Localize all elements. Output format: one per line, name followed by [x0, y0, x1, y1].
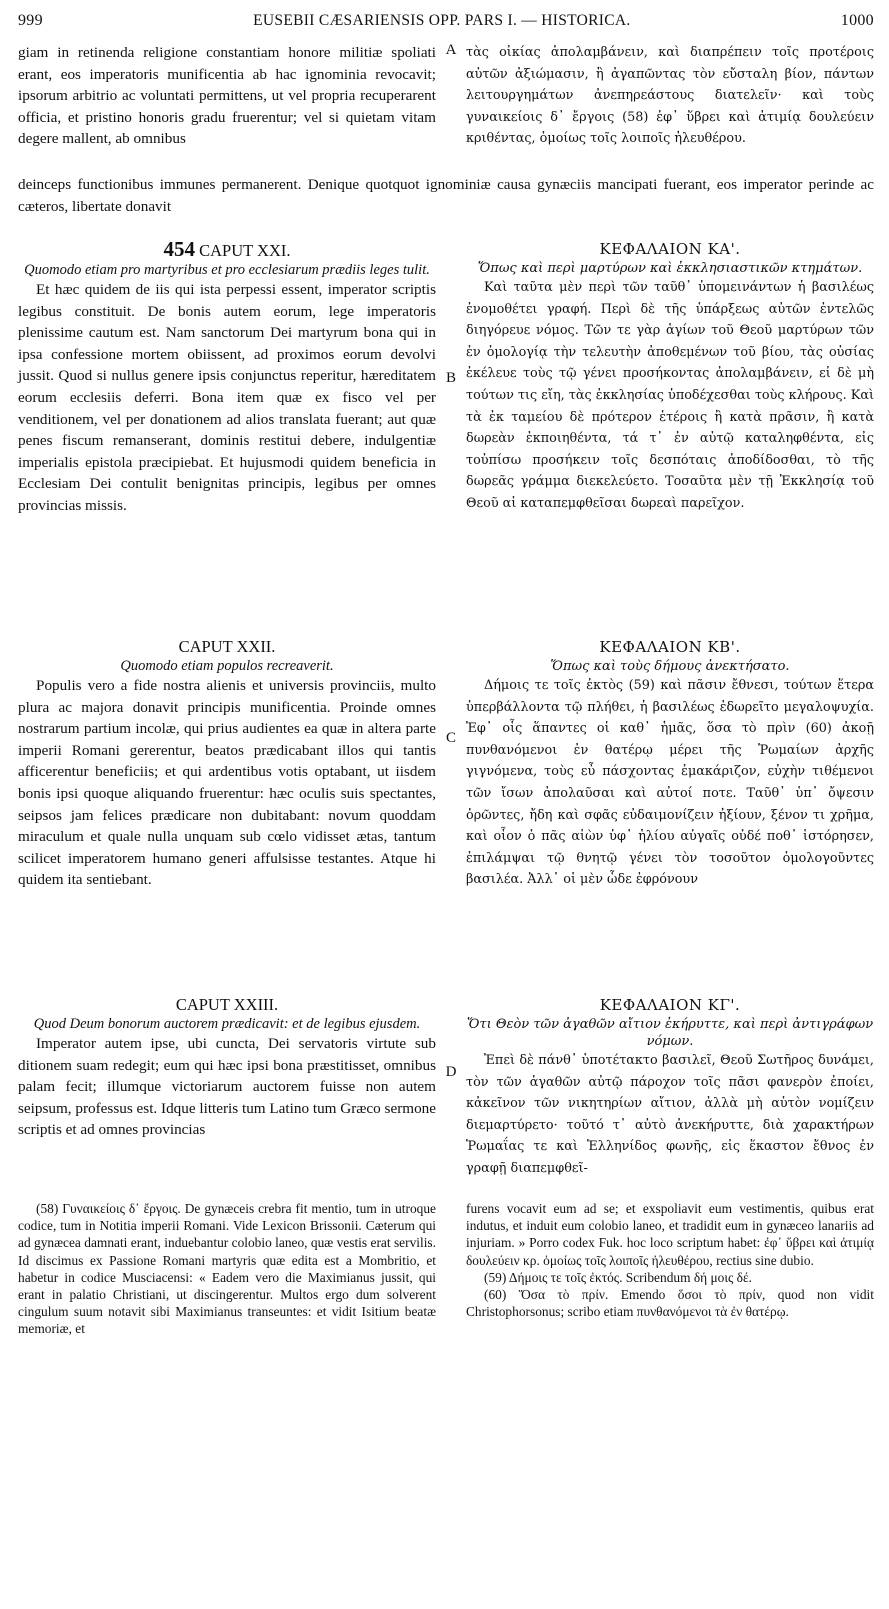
latin-ch23	[18, 990, 436, 1141]
greek-ch21-subtitle: Ὅπως καὶ περὶ μαρτύρων καὶ ἐκκλησιαστικῶν κτημάτων.	[477, 261, 863, 276]
greek-ch21-heading: ΚΕΦΑΛΑΙΟΝ ΚΑ'.	[599, 240, 741, 258]
greek-ch23-body: Ἐπεὶ δὲ πάνθ᾿ ὑποτέτακτο βασιλεῖ, Θεοῦ Σωτῆρος δυνάμει, τὸν τῶν ἀγαθῶν αὐτῷ πάροχον τοῖς πᾶσι φανερὸν ἐποίει, κἀκεῖνον τῶν νικητηρίων αἴτιον, ἀλλὰ μὴ αὑτὸν νομίζειν διεμαρτύρετο· τοῦτό τ᾿ αὐτὸ ἀνεκήρυττε, διὰ χαρακτήρων Ῥωμαΐας τε καὶ Ἑλληνίδος φωνῆς, εἰς ἕκαστον ἔθνος ἐν γραφῇ διαπεμφθεῖ-	[466, 1053, 874, 1176]
latin-ch21-subtitle: Quomodo etiam pro martyribus et pro ecclesiarum prædiis leges tulit.	[24, 262, 430, 278]
greek-top	[466, 42, 874, 150]
greek-ch21-body: Καὶ ταῦτα μὲν περὶ τῶν ταῦθ᾿ ὑπομεινάντων ἡ βασιλέως ἐνομοθέτει γραφή. Περὶ δὲ τῆς ὑπάρξεως αὐτῶν ἐντελῶς διηγόρευε νόμος. Τῶν τε γὰρ ἁγίων τοῦ Θεοῦ μαρτύρων τῶν ἐν ὁμολογίᾳ τὴν τελευτὴν ἀποθεμένων τοῦ βίου, τὰς οὐσίας ἐκέλευε τοὺς τῷ γένει προσήκοντας ἀπολαμβάνειν, εἰ δὲ μὴ τούτων τις εἴη, τὰς ἐκκλησίας ὑποδέχεσθαι τοὺς κλήρους. Καὶ τὰ ἐκ ταμείου δὲ πρότερον ἑτέροις ἢ κατὰ πρᾶσιν, ἢ κατὰ δωρεὰν ἐκποιηθέντα, τά τ᾿ ἐν αὐτῷ καταληφθέντα, εἰς τοὐπίσω προσήκειν τοῖς δεσπόταις ἀποδίδοσθαι, τὸ τῆς δωρεᾶς γράμμα διεκελεύετο. Τοσαῦτα μὲν τῇ Ἐκκλησίᾳ τοῦ Θεοῦ αἱ καταπεμφθεῖσαι δωρεαὶ παρεῖχον.	[466, 280, 874, 511]
page-header	[18, 12, 874, 30]
latin-ch21-title: CAPUT XXI.	[199, 241, 291, 260]
section-number: 454	[163, 237, 195, 261]
margin-letter-b: B	[445, 370, 456, 386]
footnote-60: (60) Ὅσα τὸ πρίν. Emendo ὅσοι τὸ πρίν, quod non vidit Christophorsonus; scribo etiam πυνθανόμενοι τὰ ἐν θατέρῳ.	[466, 1287, 874, 1320]
latin-ch21-heading	[18, 238, 436, 262]
latin-top-text: giam in retinenda religione constantiam honore militiæ spoliati erant, eos imperatoris munificentia ab hac ignominia revocavit; ipsorum arbitrio ac voluntati permittens, ut vel propria recuperarent officia, et pristino honoris gradu fruerentur; vel si quietam vitam degere mallent, ab omnibus	[18, 44, 436, 148]
footnote-58: (58) Γυναικείοις δ᾿ ἔργοις. De gynæceis crebra fit mentio, tum in utroque codice, tum in Notitia imperii Romani. Vide Lexicon Brissonii. Cæterum qui ad gynæcea damnati erant, induebantur colobio laneo, quæ vestis erat servilis. Id discimus ex Passione Romani martyris quæ edita est a Mombritio, et habetur in codice Musciacensi: « Eadem vero die Maximianus jussit, qui erant in palatio Christiani, ut discingerentur. Multos ergo dum solverent cingulum suum notavit sibi Maximianus transeuntes: et vidit Isitium beatæ memoriæ, et	[18, 1201, 436, 1337]
latin-ch23-body: Imperator autem ipse, ubi cuncta, Dei servatoris virtute sub ditionem suam redegit; eum qui hæc ipsi bona præstitisset, omnibus palam fecit; illumque victoriarum auctorem fuisse non autem seipsum, professus est. Idque litteris tum Latino tum Græco sermone scriptis et ad omnes provincias	[18, 1035, 437, 1139]
greek-ch22	[466, 632, 874, 891]
greek-ch22-body: Δήμοις τε τοῖς ἐκτὸς (59) καὶ πᾶσιν ἔθνεσι, τούτων ἕτερα ὑπερβάλλοντα τῷ πλήθει, ἡ βασιλέως ἐδωρεῖτο μεγαλοψυχία. Ἐφ᾿ οἷς ἅπαντες οἱ καθ᾿ ἡμᾶς, ὅσα τὸ πρὶν (60) ἀκοῇ πυνθανόμενοι ἐν θατέρῳ μέρει τῆς Ῥωμαίων ἀρχῆς γιγνόμενα, τοὺς εὖ πάσχοντας ἐμακάριζον, εὐχὴν τιθέμενοι τῶν ἴσων ἀπολαῦσαι καὶ αὐτοί ποτε. Ταῦθ᾿ ὑπ᾿ ὄψεσιν ὁρῶντες, ἤδη καὶ σφᾶς εὐδαιμονίζειν ἠξίουν, ξένον τι χρῆμα, καὶ οἷον ὁ πᾶς αἰὼν ὑφ᾿ ἡλίου αὐγαῖς οὐδέ ποθ᾿ ἱστόρησεν, ἐπιλάμψαι τῷ θνητῷ γένει τὸν τοσοῦτον ὁμολογοῦντες βασιλέα. Ἀλλ᾿ οἱ μὲν ὧδε ἐφρόνουν	[466, 678, 874, 888]
page	[18, 12, 874, 1337]
latin-top	[18, 42, 436, 150]
latin-ch22	[18, 632, 436, 891]
latin-ch22-subtitle: Quomodo etiam populos recreaverit.	[120, 658, 334, 674]
greek-ch23-heading: ΚΕΦΑΛΑΙΟΝ ΚΓ'.	[599, 996, 741, 1014]
latin-ch22-body: Populis vero a fide nostra alienis et universis provinciis, multo plura ac majora donavit principis munificentia. Proinde omnes nostrarum partium incolæ, qui prius audientes ea quæ in altera parte imperii Romani gererentur, beatos prædicabant illos qui tantis afficerentur beneficiis; et qui ardentibus votis optabant, ut iisdem bonis ipsi quoque aliquando fruerentur: hæc oculis suis spectantes, seipsos jam felices prædicare non dubitabant: novum quoddam miraculum et quale nulla unquam sub cœlo vidisset ætas, tantum scilicet imperatorem humano generi affulsisse testantes. Atque hi quidem ita sentiebant.	[18, 677, 436, 889]
page-number-left: 999	[18, 12, 43, 29]
footnotes-left	[18, 1200, 436, 1338]
running-title: EUSEBII CÆSARIENSIS OPP. PARS I. — HISTORICA.	[253, 12, 631, 29]
greek-ch23	[466, 990, 874, 1180]
margin-letter-c: C	[445, 730, 456, 746]
latin-ch21	[18, 234, 436, 517]
greek-ch21	[466, 234, 874, 515]
latin-top-full	[18, 174, 874, 217]
greek-ch23-subtitle: Ὅτι Θεὸν τῶν ἀγαθῶν αἴτιον ἐκήρυττε, καὶ περὶ ἀντιγράφων νόμων.	[466, 1017, 874, 1049]
greek-ch22-subtitle: Ὅπως καὶ τοὺς δήμους ἀνεκτήσατο.	[550, 659, 790, 674]
latin-ch23-title: CAPUT XXIII.	[175, 995, 279, 1014]
latin-ch23-subtitle: Quod Deum bonorum auctorem prædicavit: et de legibus ejusdem.	[33, 1016, 421, 1032]
greek-top-text: τὰς οἰκίας ἀπολαμβάνειν, καὶ διαπρέπειν τοῖς προτέροις αὐτῶν ἀξιώμασιν, ἢ ἀγαπῶντας τὸν εὔσταλη βίον, πάντων λειτουργημάτων ἀνεπηρεάστους διατελεῖν· καὶ τοὺς γυναικείοις δ᾿ ἔργοις (58) ἐφ᾿ ὕβρει καὶ ἀτιμίᾳ δουλεύειν κριθέντας, ὁμοίως τοῖς λοιποῖς ἠλευθέρου.	[466, 45, 874, 147]
footnote-58-continued: furens vocavit eum ad se; et exspoliavit eum vestimentis, quibus erat indutus, et induit eum colobio laneo, et tradidit eum in gynæceo lanariis ad injuriam. » Porro codex Fuk. hoc loco scriptum habet: ἐφ᾿ ὕβρει καὶ ἀτιμίᾳ δουλεύειν κρ. ὁμοίως τοῖς λοιποῖς ἠλευθέρου, rectius sine dubio.	[466, 1201, 874, 1268]
margin-letter-d: D	[445, 1064, 457, 1080]
latin-ch22-title: CAPUT XXII.	[178, 637, 276, 656]
page-number-right: 1000	[840, 12, 874, 29]
latin-top-full-text: deinceps functionibus immunes permanerent. Denique quotquot ignominiæ causa gynæciis mancipati fuerant, eos imperator perinde ac cæteros, libertate donavit	[18, 176, 874, 215]
latin-ch21-body: Et hæc quidem de iis qui ista perpessi essent, imperator scriptis legibus constituit. De bonis autem eorum, lege imperatoris plenissime cautum est. Nam sanctorum Dei martyrum bona qui in ipsa confessione mortem obiissent, ad proximos eorum devolvi jussit. Quod si nullus genere ipsis conjunctus reperitur, hæreditatem eorum ecclesiis deferri. Bona item quæ ex fisco vel per venditionem, vel per donationem ad alios translata fuerant; aut quæ penes fiscum remanserant, dominis restitui debere, indulgentiæ imperialis epistola præcipiebat. Et hujusmodi quidem beneficia in Ecclesiam Dei contulit benignitas principis, legibus per omnes provincias missis.	[18, 281, 436, 514]
footnotes-right	[466, 1200, 874, 1320]
margin-letter-a: A	[445, 42, 457, 58]
footnote-59: (59) Δήμοις τε τοῖς ἐκτός. Scribendum δή μοις δέ.	[484, 1269, 752, 1285]
greek-ch22-heading: ΚΕΦΑΛΑΙΟΝ ΚΒ'.	[599, 638, 741, 656]
